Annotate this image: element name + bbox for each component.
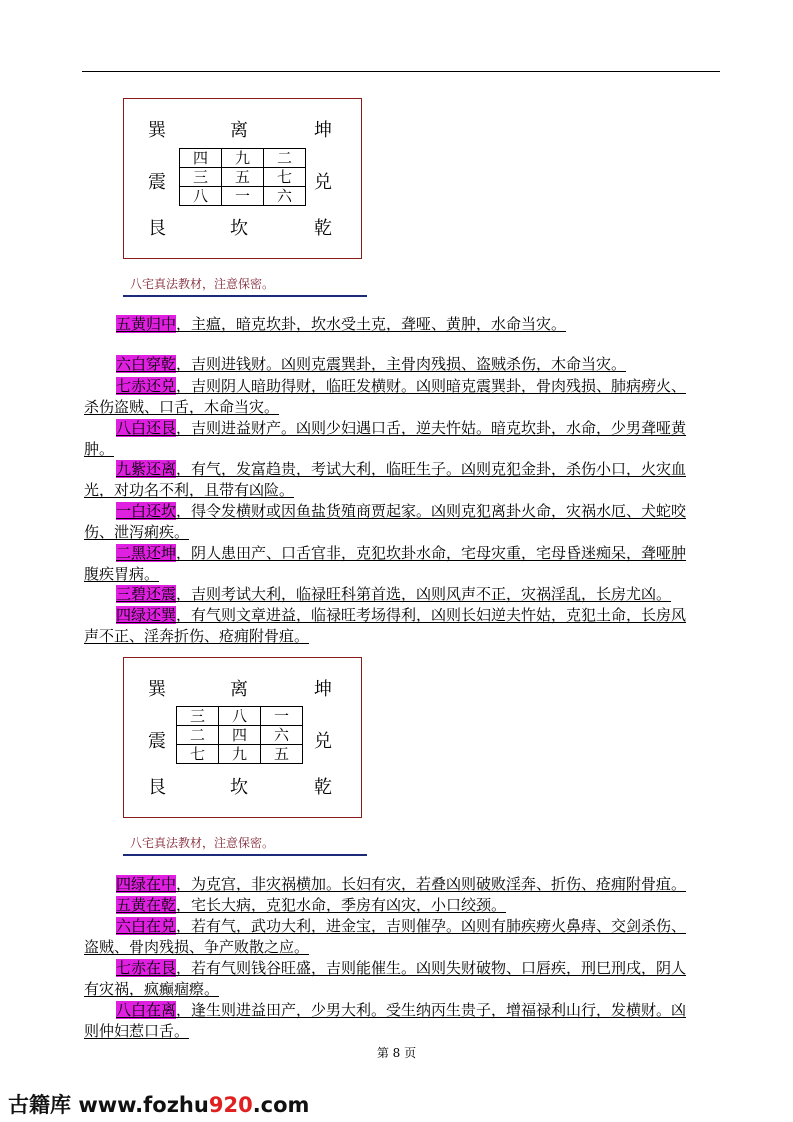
label-kun: 坤 xyxy=(314,679,332,700)
caption-rule xyxy=(123,854,367,856)
label-xun: 巽 xyxy=(148,679,166,700)
grid-cell: 八 xyxy=(180,187,222,206)
label-kun: 坤 xyxy=(314,120,332,141)
label-gen: 艮 xyxy=(148,218,166,239)
grid-cell: 二 xyxy=(264,149,306,168)
watermark-url: www.fozhu920.com xyxy=(78,1093,310,1117)
grid-cell: 九 xyxy=(222,149,264,168)
text-line: 七赤在艮，若有气则钱谷旺盛，吉则能催生。凶则失财破物、口唇疾，刑巳刑戌，阴人 xyxy=(116,959,687,977)
text-line: 八白在离，逢生则进益田产，少男大利。受生纳丙生贵子，增福禄利山行，发横财。凶 xyxy=(116,1001,687,1019)
grid-cell: 一 xyxy=(261,707,303,726)
grid-cell: 八 xyxy=(219,707,261,726)
text-line: 杀伤盗贼、口舌，木命当灾。 xyxy=(84,398,280,416)
text-line: 肿。 xyxy=(84,440,115,458)
text-line: 伤、泄泻痢疾。 xyxy=(84,523,190,541)
grid-cell: 二 xyxy=(177,726,219,745)
caption: 八宅真法教材，注意保密。 xyxy=(130,277,275,291)
label-xun: 巽 xyxy=(148,120,166,141)
grid-cell: 七 xyxy=(177,745,219,764)
page-number: 第 8 页 xyxy=(376,1046,417,1060)
nine-palace-grid xyxy=(176,706,303,764)
text-line: 八白还艮，吉则进益财产。凶则少妇遇口舌，逆夫忤姑。暗克坎卦，水命，少男聋哑黄 xyxy=(116,419,687,437)
header-rule xyxy=(82,71,720,72)
bagua-diagram-2 xyxy=(123,657,362,818)
text-line: 盗贼、骨肉残损、争产败散之应。 xyxy=(84,938,310,956)
label-qian: 乾 xyxy=(314,218,332,239)
grid-cell: 三 xyxy=(177,707,219,726)
grid-cell: 四 xyxy=(219,726,261,745)
text-line: 七赤还兑，吉则阴人暗助得财，临旺发横财。凶则暗克震巽卦，骨肉残损、肺病痨火、 xyxy=(116,377,687,395)
text-line: 则仲妇惹口舌。 xyxy=(84,1022,190,1040)
text-line: 二黑还坤，阴人患田产、口舌官非，克犯坎卦水命，宅母灾重，宅母昏迷痴呆，聋哑肿 xyxy=(116,544,687,562)
text-line: 有灾祸，疯癫痼瘵。 xyxy=(84,980,220,998)
text-line: 三碧还震，吉则考试大利，临禄旺科第首选，凶则风声不正，灾祸淫乱，长房尤凶。 xyxy=(116,585,672,603)
grid-cell: 六 xyxy=(261,726,303,745)
grid-cell: 六 xyxy=(264,187,306,206)
grid-cell: 五 xyxy=(261,745,303,764)
site-watermark xyxy=(8,1089,309,1119)
label-dui: 兑 xyxy=(314,172,332,193)
label-gen: 艮 xyxy=(148,777,166,798)
text-line: 五黄归中，主瘟，暗克坎卦，坎水受土克，聋哑、黄肿，水命当灾。 xyxy=(116,315,567,333)
grid-cell: 七 xyxy=(264,168,306,187)
grid-cell: 五 xyxy=(222,168,264,187)
text-line: 一白还坎，得令发横财或因鱼盐货殖商贾起家。凶则克犯离卦火命，灾祸水厄、犬蛇咬 xyxy=(116,502,687,520)
text-line: 九紫还离，有气，发富趋贵，考试大利，临旺生子。凶则克犯金卦，杀伤小口，火灾血 xyxy=(116,460,687,478)
grid-cell: 三 xyxy=(180,168,222,187)
text-line: 五黄在乾，宅长大病，克犯水命，季房有凶灾，小口绞颈。 xyxy=(116,896,507,914)
text-line: 四绿在中，为克宫，非灾祸横加。长妇有灾，若叠凶则破败淫奔、折伤、疮痈附骨疽。 xyxy=(116,875,687,893)
label-dui: 兑 xyxy=(314,731,332,752)
label-kan: 坎 xyxy=(230,777,248,798)
text-line: 六白在兑，若有气，武功大利，进金宝，吉则催孕。凶则有肺疾痨火鼻痔、交剑杀伤、 xyxy=(116,917,687,935)
caption-rule xyxy=(123,295,367,297)
label-li: 离 xyxy=(230,120,248,141)
caption: 八宅真法教材，注意保密。 xyxy=(130,836,275,850)
grid-cell: 九 xyxy=(219,745,261,764)
grid-cell: 一 xyxy=(222,187,264,206)
watermark-label: 古籍库 xyxy=(8,1093,71,1117)
grid-cell: 四 xyxy=(180,149,222,168)
label-li: 离 xyxy=(230,679,248,700)
text-line: 声不正、淫奔折伤、疮痈附骨疽。 xyxy=(84,627,310,645)
label-zhen: 震 xyxy=(148,172,166,193)
text-line: 六白穿乾，吉则进钱财。凶则克震巽卦，主骨肉残损、盗贼杀伤，木命当灾。 xyxy=(116,355,627,373)
text-line: 腹疾胃病。 xyxy=(84,565,160,583)
label-qian: 乾 xyxy=(314,777,332,798)
text-line: 光，对功名不利，且带有凶险。 xyxy=(84,481,295,499)
label-kan: 坎 xyxy=(230,218,248,239)
bagua-diagram-1 xyxy=(123,98,362,259)
text-line: 四绿还巽，有气则文章进益，临禄旺考场得利，凶则长妇逆夫忤姑，克犯土命，长房风 xyxy=(116,606,687,624)
label-zhen: 震 xyxy=(148,731,166,752)
nine-palace-grid xyxy=(179,148,306,206)
